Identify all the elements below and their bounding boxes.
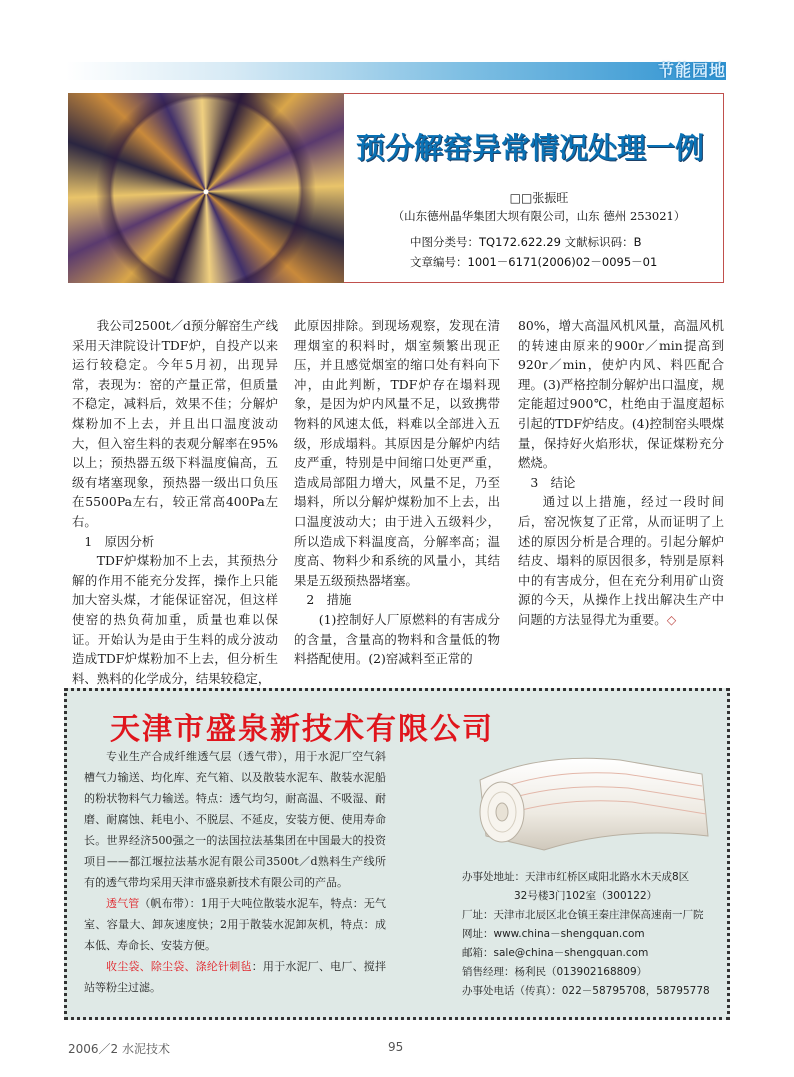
text-column-1 [72, 316, 278, 688]
ad-paragraph [84, 956, 386, 998]
contact-office-address: 办事处地址：天津市红桥区咸阳北路水木天成8区 [462, 871, 690, 883]
body-paragraph: 80%，增大高温风机风量，高温风机的转速由原来的900r／min提高到920r／min，使炉内风、料匹配合理。(3)严格控制分解炉出口温度，规定能超过900℃，杜绝由于温度超标引起的TDF炉结皮。(4)控制窑头喂煤量，保持好火焰形状，保证煤粉充分燃烧。 [518, 318, 724, 471]
body-paragraph [518, 492, 724, 629]
text-column-3 [518, 316, 724, 630]
article-title: 预分解窑异常情况处理一例 [356, 131, 705, 165]
footer-issue: 2006／2 水泥技术 [68, 1042, 170, 1056]
section-heading: 1 原因分析 [84, 533, 155, 549]
ad-paragraph [84, 893, 386, 956]
top-decor-bar [66, 62, 726, 80]
body-paragraph: (1)控制好人厂原燃料的有害成分的含量，含量高的物料和含量低的物料搭配使用。(2)窑减料至正常的 [294, 611, 500, 667]
contact-phone: 办事处电话（传真）：022－58795708，58795778 [462, 985, 710, 997]
contact-factory-address: 厂址：天津市北辰区北仓镇王秦庄津保高速南一厂院 [462, 909, 704, 921]
contact-office-address-cont: 32号楼3门102室（300122） [514, 890, 658, 902]
ad-product-highlight: 收尘袋、除尘袋、涤纶针刺毡 [106, 960, 252, 973]
section-heading: 3 结论 [530, 474, 576, 490]
ad-paragraph: 专业生产合成纤维透气层（透气带），用于水泥厂空气斜槽气力输送、均化库、充气箱、以及散装水泥车、散装水泥船的粉状物料气力输送。特点：透气均匀，耐高温、不吸湿、耐磨、耐腐蚀、耗电小、不脱层、不延皮，安装方便、使用寿命长。世界经济500强之一的法国拉法基集团在中国最大的投资项目——都江堰拉法基水泥有限公司3500t／d熟料生产线所有的透气带均采用天津市盛泉新技术有限公司的产品。 [84, 750, 386, 889]
ad-company-name: 天津市盛泉新技术有限公司 [110, 712, 494, 747]
text-column-2 [294, 316, 500, 669]
ad-product-highlight: 透气管 [106, 897, 140, 910]
contact-email: 邮箱：sale@china－shengquan.com [462, 947, 649, 959]
section-label: 节能园地 [657, 61, 726, 80]
end-mark-icon: ◇ [666, 611, 677, 627]
contact-sales-manager: 销售经理：杨利民（013902168809） [462, 966, 648, 978]
body-paragraph: 此原因排除。到现场观察，发现在清理烟室的积料时，烟室频繁出现正压，并且感觉烟室的缩口处有料向下冲，由此判断，TDF炉存在塌料现象，是因为炉内风量不足，以致携带物料的风速太低，料难以全部进入五级，形成塌料。其原因是分解炉内结皮严重，特别是中间缩口处更严重，造成局部阻力增大，风量不足，乃至塌料，所以分解炉煤粉加不上去，出口温度波动大；由于进入五级料少，所以造成下料温度高，分解率高；温度高、物料少和系统的风量小，其结果是五级预热器堵塞。 [294, 318, 500, 588]
header-photo [68, 93, 344, 283]
ad-product-text: ：用于水泥厂、电厂、搅拌站等粉尘过滤。 [84, 960, 387, 994]
ad-contact-info [462, 868, 724, 1001]
footer-page-number: 95 [388, 1040, 404, 1054]
author-byline: □□张振旺 [509, 191, 569, 205]
article-number-line: 文章编号：1001－6171(2006)02－0095－01 [410, 255, 658, 269]
body-paragraph: TDF炉煤粉加不上去，其预热分解的作用不能充分发挥，操作上只能加大窑头煤，才能保证窑况，但这样使窑的热负荷加重，质量也难以保证。开始认为是由于生料的成分波动造成TDF炉煤粉加不上去，但分析生料、熟料的化学成分，结果较稳定， [72, 553, 278, 686]
ad-product-text: （帆布带）：1用于大吨位散装水泥车，特点：无气室、容量大、卸灰速度快；2用于散装水泥卸灰机，特点：成本低、寿命长、安装方便。 [84, 897, 386, 952]
ad-description [84, 746, 386, 998]
contact-website: 网址：www.china－shengquan.com [462, 928, 645, 940]
body-paragraph: 我公司2500t／d预分解窑生产线采用天津院设计TDF炉，自投产以来运行较稳定。今年5月初，出现异常，表现为：窑的产量正常，但质量不稳定，减料后，效果不佳；分解炉煤粉加不上去，并且出口温度波动大，但入窑生料的表观分解率在95%以上；预热器五级下料温度偏高，五级有堵塞现象，预热器一级出口负压在5500Pa左右，较正常高400Pa左右。 [72, 318, 278, 529]
section-heading: 2 措施 [306, 592, 352, 608]
classification-line: 中图分类号：TQ172.622.29 文献标识码：B [410, 235, 642, 249]
fabric-roll-image [470, 740, 718, 858]
author-affiliation: （山东德州晶华集团大坝有限公司，山东 德州 253021） [392, 209, 686, 223]
conclusion-text: 通过以上措施，经过一段时间后，窑况恢复了正常，从而证明了上述的原因分析是合理的。引起分解炉结皮、塌料的原因很多，特别是原料中的有害成分，但在充分利用矿山资源的今天，从操作上找出解决生产中问题的方法显得尤为重要。 [518, 494, 724, 627]
